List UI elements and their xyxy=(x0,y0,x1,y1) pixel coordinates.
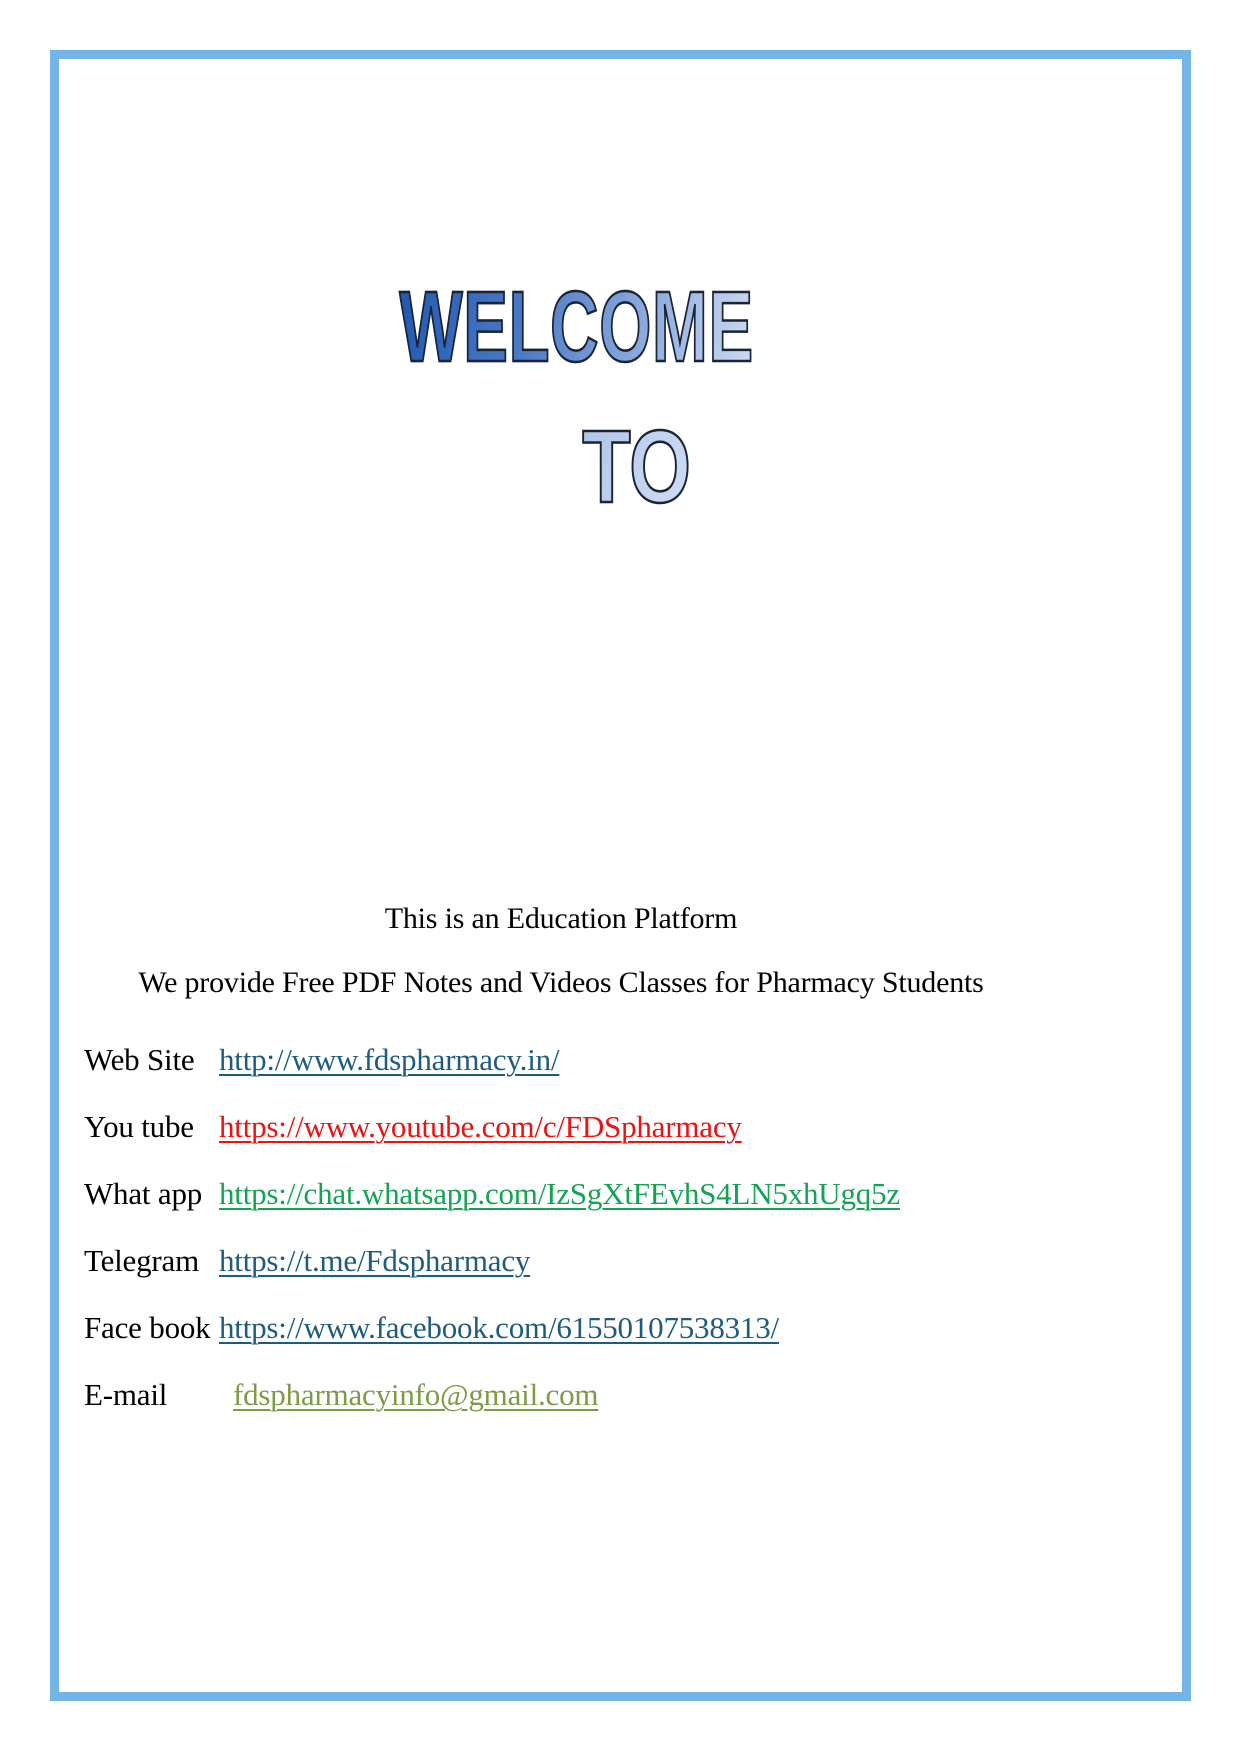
contact-list xyxy=(84,1026,1038,1428)
contact-row-telegram xyxy=(84,1227,1038,1294)
contact-label-youtube: You tube xyxy=(84,1109,194,1144)
intro-line-1: This is an Education Platform xyxy=(384,902,738,935)
contact-link-facebook[interactable]: https://www.facebook.com/61550107538313/ xyxy=(219,1310,779,1345)
intro-line-2: We provide Free PDF Notes and Videos Classes for Pharmacy Students xyxy=(138,966,984,999)
contact-label-facebook: Face book xyxy=(84,1310,211,1345)
contact-link-website[interactable]: http://www.fdspharmacy.in/ xyxy=(219,1042,560,1077)
contact-link-telegram[interactable]: https://t.me/Fdspharmacy xyxy=(219,1243,531,1278)
content-column xyxy=(84,900,1038,1428)
contact-label-email: E-mail xyxy=(84,1377,168,1412)
contact-link-email[interactable]: fdspharmacyinfo@gmail.com xyxy=(233,1377,599,1412)
contact-row-youtube xyxy=(84,1093,1038,1160)
contact-row-email xyxy=(84,1361,1038,1428)
wordart-to-text: TO xyxy=(582,409,691,524)
contact-link-whatsapp[interactable]: https://chat.whatsapp.com/IzSgXtFEvhS4LN5xhUgq5z xyxy=(219,1176,900,1211)
contact-link-youtube[interactable]: https://www.youtube.com/c/FDSpharmacy xyxy=(219,1109,742,1144)
wordart-to xyxy=(16,409,1241,524)
contact-row-website xyxy=(84,1026,1038,1093)
contact-label-whatsapp: What app xyxy=(84,1176,203,1211)
contact-label-website: Web Site xyxy=(84,1042,195,1077)
contact-row-facebook xyxy=(84,1294,1038,1361)
wordart-welcome-text: WELCOME xyxy=(399,271,754,383)
contact-label-telegram: Telegram xyxy=(84,1243,199,1278)
contact-row-whatsapp xyxy=(84,1160,1038,1227)
wordart-welcome xyxy=(0,271,1197,383)
